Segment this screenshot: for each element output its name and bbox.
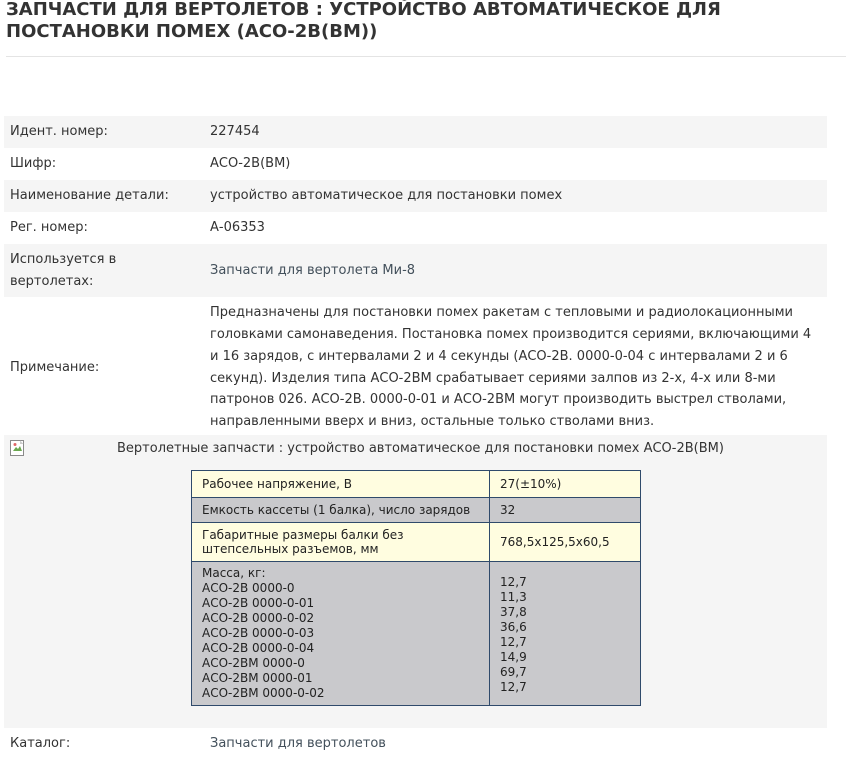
figure-row [4,435,827,728]
detail-value: А-06353 [204,212,827,244]
detail-value: устройство автоматическое для постановки помех [204,180,827,212]
detail-label: Наименование детали: [4,180,204,212]
detail-label: Рег. номер: [4,212,204,244]
mass-value: 69,7 [500,665,527,679]
spec-param: Емкость кассеты (1 балка), число зарядов [192,498,490,523]
used-in-link[interactable]: Запчасти для вертолета Ми-8 [210,262,416,278]
spec-param [192,562,490,706]
mass-models [202,566,479,701]
detail-label: Используется в вертолетах: [4,244,204,297]
detail-row-reg [4,212,827,244]
mass-model: АСО-2В 0000-0-03 [202,626,315,640]
spec-table [191,470,641,706]
detail-value: Предназначены для постановки помех ракетам с тепловыми и радиолокационными головками самонаведения. Постановка помех производится сериями, включающими 4 и 16 зарядов, с интервалами 2 и 4 секунды (АСО-2В. 0000-0-04 с интервалами 2 и 6 секунд). Изделия типа АСО-2ВМ срабатывает сериями залпов из 2-х, 4-х или 8-ми патронов 026. АСО-2В. 0000-0-01 и АСО-2ВМ могут производить выстрел стволами, направленными вверх и вниз, остальные только стволами вниз. [204,297,827,437]
figure-caption: Вертолетные запчасти : устройство автоматическое для постановки помех АСО-2В(ВМ) [117,441,724,456]
mass-values [500,566,630,695]
catalog-link[interactable]: Запчасти для вертолетов [210,736,386,751]
mass-model: АСО-2В 0000-0-02 [202,611,315,625]
mass-value: 14,9 [500,650,527,664]
catalog-label: Каталог: [10,736,71,751]
broken-image-icon [10,440,26,456]
detail-value [204,244,827,297]
mass-title: Масса, кг: [202,566,266,580]
page-title: ЗАПЧАСТИ ДЛЯ ВЕРТОЛЕТОВ : УСТРОЙСТВО АВТОМАТИЧЕСКОЕ ДЛЯ ПОСТАНОВКИ ПОМЕХ (АСО-2В(ВМ)) [6,0,721,42]
spec-value: 768,5x125,5x60,5 [490,523,641,562]
detail-row-used-in [4,244,827,297]
detail-label: Шифр: [4,148,204,180]
detail-value: АСО-2В(ВМ) [204,148,827,180]
detail-row-note [4,297,827,437]
details-table [4,116,827,438]
mass-value: 11,3 [500,590,527,604]
mass-model: АСО-2ВМ 0000-0-02 [202,686,325,700]
mass-value: 12,7 [500,680,527,694]
spec-value: 27(±10%) [490,471,641,498]
detail-label: Идент. номер: [4,116,204,148]
mass-model: АСО-2ВМ 0000-01 [202,671,313,685]
mass-model: АСО-2ВМ 0000-0 [202,656,305,670]
spec-row [192,523,641,562]
detail-row-code [4,148,827,180]
mass-model: АСО-2В 0000-0 [202,581,295,595]
spec-param: Рабочее напряжение, В [192,471,490,498]
spec-value: 32 [490,498,641,523]
mass-value: 36,6 [500,620,527,634]
mass-model: АСО-2В 0000-0-01 [202,596,315,610]
detail-row-name [4,180,827,212]
spec-row-mass [192,562,641,706]
mass-value: 37,8 [500,605,527,619]
spec-row [192,498,641,523]
spec-row [192,471,641,498]
detail-label: Примечание: [4,297,204,437]
mass-model: АСО-2В 0000-0-04 [202,641,315,655]
detail-row-id [4,116,827,148]
title-divider [6,56,846,57]
spec-param: Габаритные размеры балки без штепсельных разъемов, мм [192,523,490,562]
detail-value: 227454 [204,116,827,148]
mass-value: 12,7 [500,575,527,589]
mass-value: 12,7 [500,635,527,649]
spec-value [490,562,641,706]
